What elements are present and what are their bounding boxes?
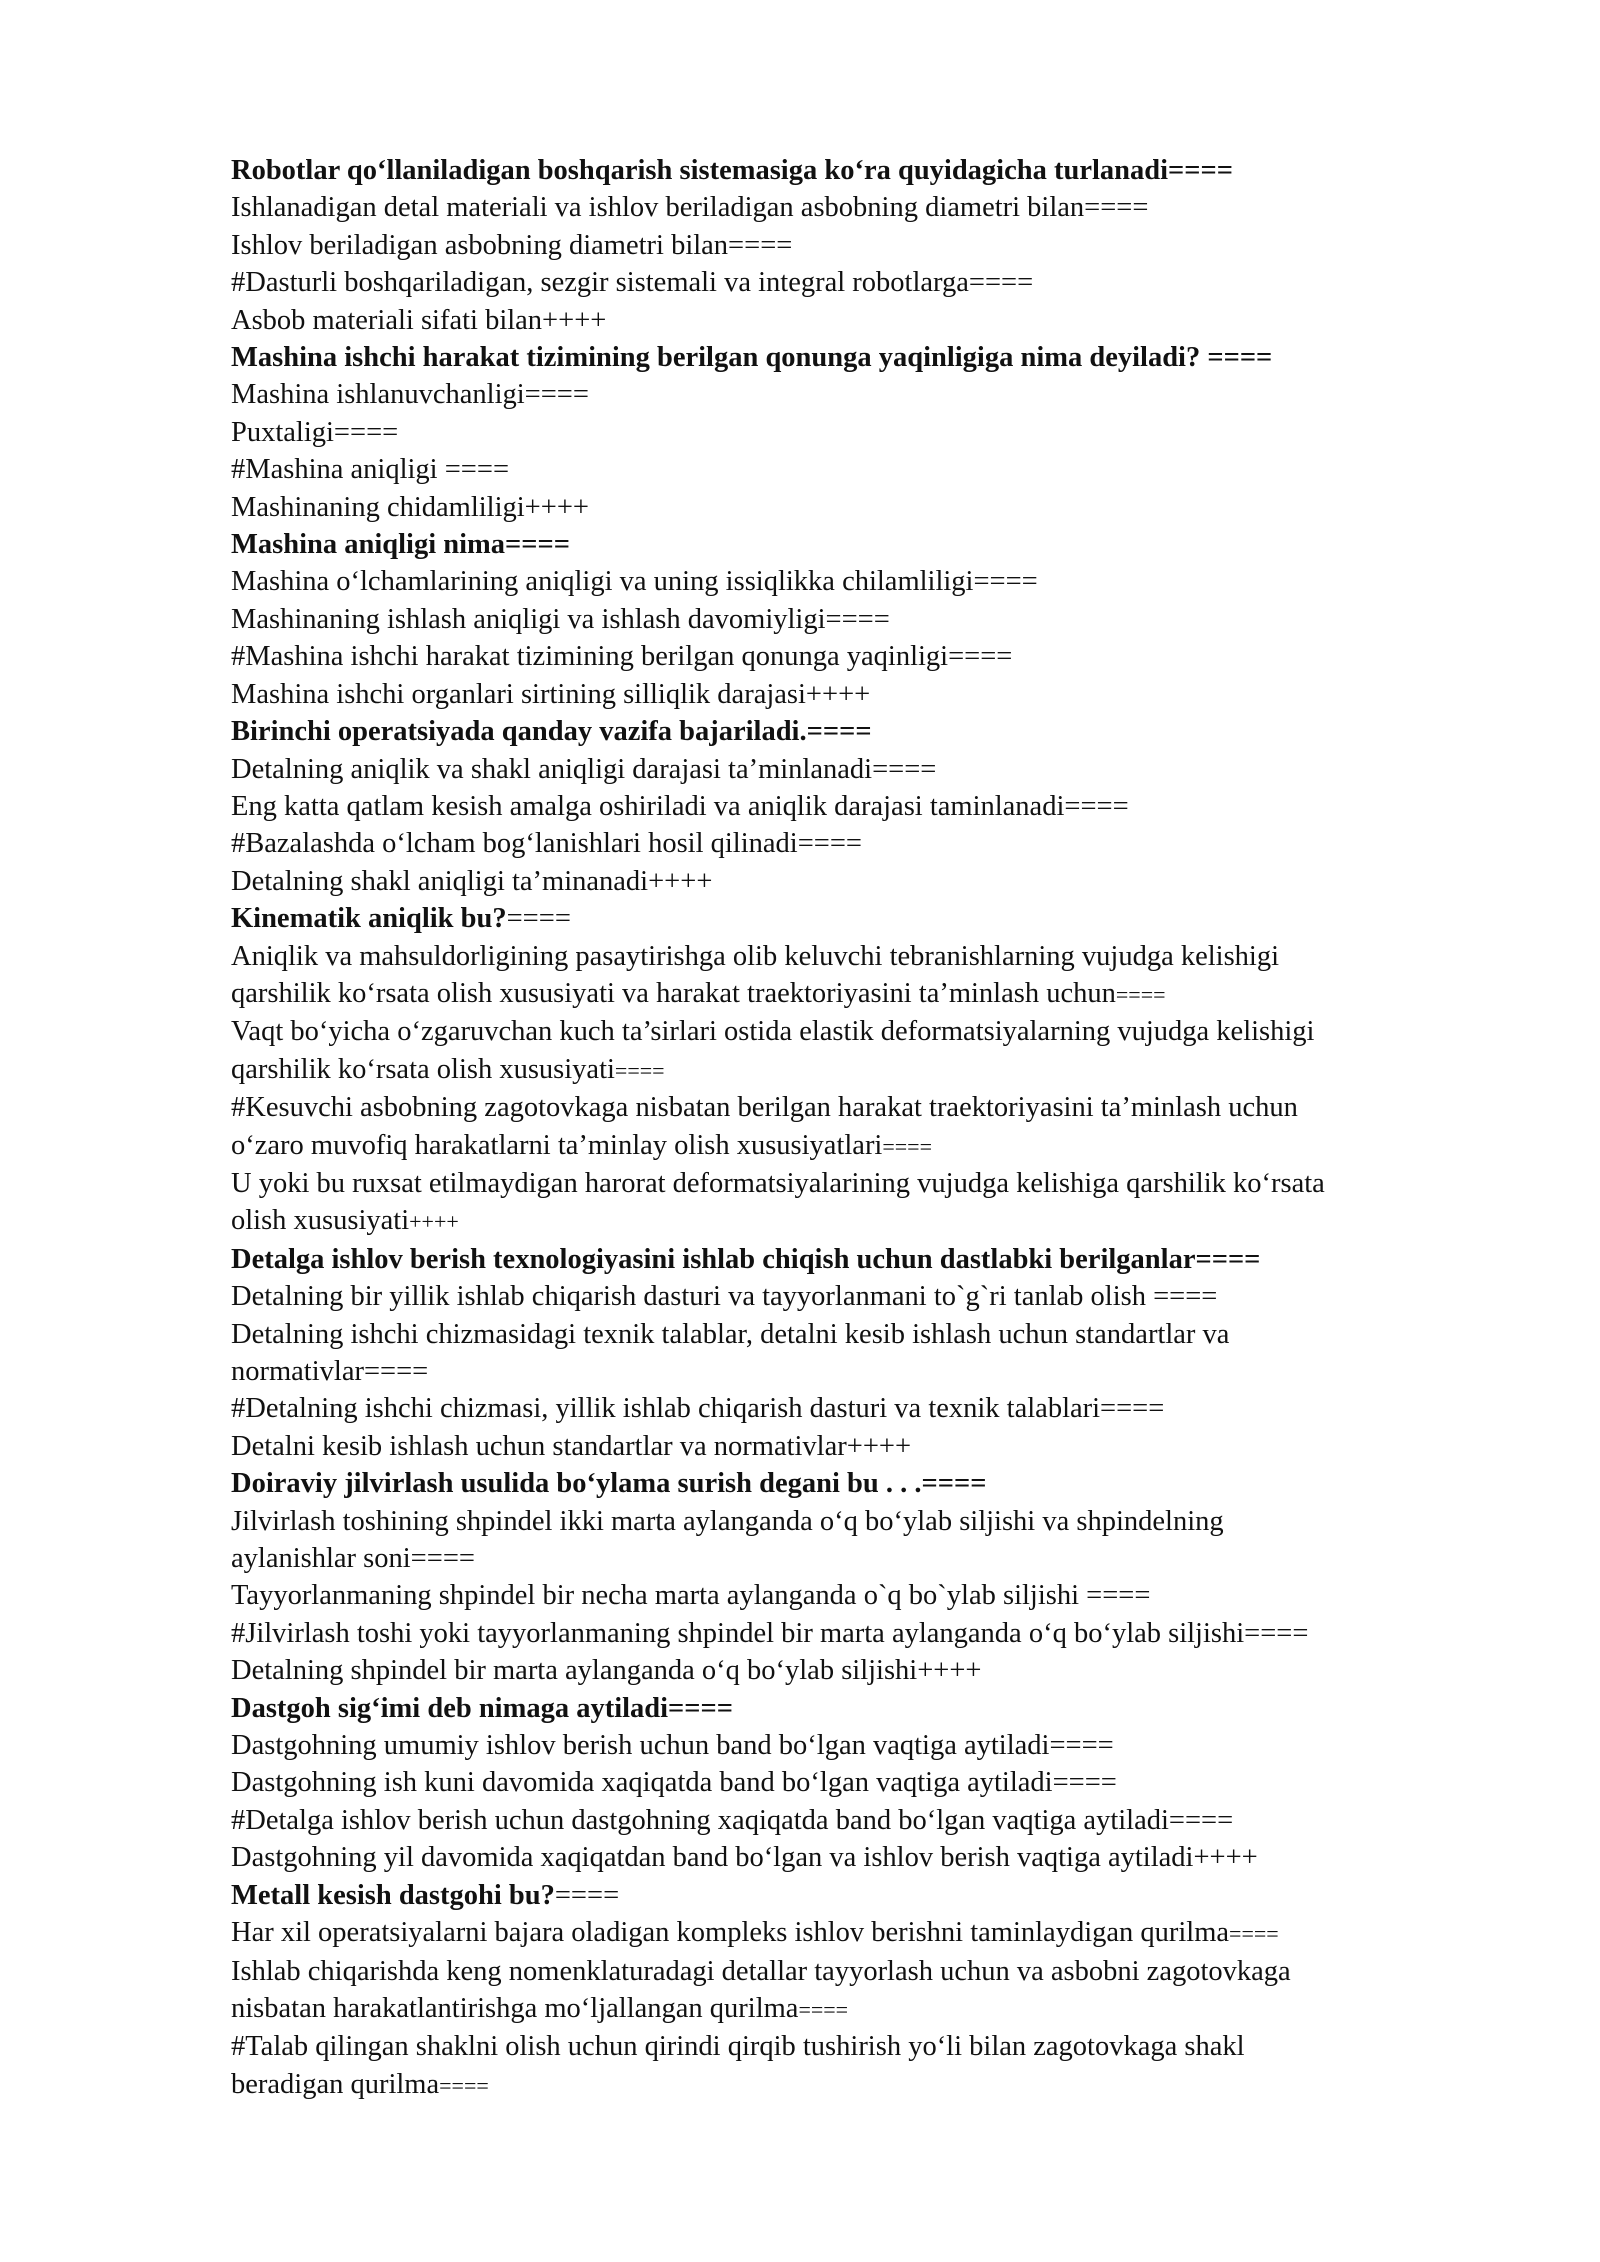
question-heading: Detalga ishlov berish texnologiyasini ishlab chiqish uchun dastlabki berilganlar==== xyxy=(231,1243,1261,1275)
answer-marker: ==== xyxy=(1115,981,1166,1007)
answer-option-line xyxy=(231,2066,1491,2104)
answer-option: Eng katta qatlam kesish amalga oshiriladi va aniqlik darajasi taminlanadi==== xyxy=(231,790,1129,822)
answer-option-correct: #Talab qilingan shaklni olish uchun qirindi qirqib tushirish yo‘li bilan zagotovkaga shakl xyxy=(231,2031,1245,2063)
answer-marker: ++++ xyxy=(409,1209,459,1235)
answer-option-line xyxy=(231,1990,1491,2028)
answer-option: Dastgohning yil davomida xaqiqatdan band bo‘lgan va ishlov berish vaqtiga aytiladi++++ xyxy=(231,1842,1258,1874)
answer-marker: ==== xyxy=(1229,1921,1279,1947)
answer-option-line xyxy=(231,1953,1491,1990)
answer-option-correct: #Detalga ishlov berish uchun dastgohning xaqiqatda band bo‘lgan vaqtiga aytiladi==== xyxy=(231,1804,1234,1836)
answer-option: Tayyorlanmaning shpindel bir necha marta aylanganda o`q bo`ylab siljishi ==== xyxy=(231,1580,1151,1612)
answer-option-continuation: o‘zaro muvofiq harakatlarni ta’minlay olish xususiyatlari xyxy=(231,1129,883,1161)
document-body xyxy=(231,152,1491,2104)
answer-option-correct: #Mashina aniqligi ==== xyxy=(231,454,510,486)
answer-marker: ==== xyxy=(882,1133,932,1159)
answer-option-continuation: beradigan qurilma xyxy=(231,2068,440,2100)
answer-option-correct: #Jilvirlash toshi yoki tayyorlanmaning shpindel bir marta aylanganda o‘q bo‘ylab siljishi==== xyxy=(231,1617,1309,1649)
question-heading-line xyxy=(231,900,1491,937)
answer-option-correct: #Kesuvchi asbobning zagotovkaga nisbatan berilgan harakat traektoriyasini ta’minlash uchun xyxy=(231,1092,1298,1124)
question-heading-line xyxy=(231,1877,1491,1914)
answer-option-line xyxy=(231,975,1491,1013)
answer-option: Mashinaning chidamliligi++++ xyxy=(231,491,589,523)
question-heading: Dastgoh sig‘imi deb nimaga aytiladi==== xyxy=(231,1692,734,1724)
question-heading: Doiraviy jilvirlash usulida bo‘ylama surish degani bu . . .==== xyxy=(231,1468,987,1500)
answer-option-line xyxy=(231,1914,1491,1952)
answer-option-continuation: nisbatan harakatlantirishga mo‘ljallangan qurilma xyxy=(231,1992,799,2024)
answer-option: Dastgohning ish kuni davomida xaqiqatda band bo‘lgan vaqtiga aytiladi==== xyxy=(231,1767,1117,1799)
question-heading: Metall kesish dastgohi bu? xyxy=(231,1879,555,1911)
answer-option: U yoki bu ruxsat etilmaydigan harorat deformatsiyalarining vujudga kelishiga qarshilik ko‘rsata xyxy=(231,1167,1325,1199)
answer-option-line xyxy=(231,2028,1491,2065)
answer-option: Mashina ishlanuvchanligi==== xyxy=(231,379,589,411)
answer-option: Detalning aniqlik va shakl aniqligi darajasi ta’minlanadi==== xyxy=(231,753,937,785)
answer-option: Jilvirlash toshining shpindel ikki marta aylanganda o‘q bo‘ylab siljishi va shpindelning xyxy=(231,1505,1224,1537)
answer-option: Mashina o‘lchamlarining aniqligi va uning issiqlikka chilamliligi==== xyxy=(231,566,1038,598)
answer-option: Puxtaligi==== xyxy=(231,416,399,448)
answer-option-line xyxy=(231,938,1491,975)
answer-option: Har xil operatsiyalarni bajara oladigan kompleks ishlov berishni taminlaydigan qurilma xyxy=(231,1917,1230,1949)
question-heading: Mashina aniqligi nima==== xyxy=(231,529,570,561)
answer-option: Detalni kesib ishlash uchun standartlar va normativlar++++ xyxy=(231,1430,912,1462)
question-marker: ==== xyxy=(506,903,571,935)
answer-option-correct: #Detalning ishchi chizmasi, yillik ishlab chiqarish dasturi va texnik talablari==== xyxy=(231,1393,1165,1425)
answer-option: Vaqt bo‘yicha o‘zgaruvchan kuch ta’sirlari ostida elastik deformatsiyalarning vujudga kelishigi xyxy=(231,1016,1315,1048)
answer-option-line xyxy=(231,1202,1491,1240)
answer-option: Mashinaning ishlash aniqligi va ishlash davomiyligi==== xyxy=(231,603,890,635)
answer-option: Detalning ishchi chizmasidagi texnik talablar, detalni kesib ishlash uchun standartlar va xyxy=(231,1318,1230,1350)
answer-option: Mashina ishchi organlari sirtining silliqlik darajasi++++ xyxy=(231,678,871,710)
question-heading: Kinematik aniqlik bu? xyxy=(231,903,507,935)
answer-marker: ==== xyxy=(798,1996,849,2022)
answer-marker: ==== xyxy=(614,1057,665,1083)
answer-option-correct: #Bazalashda o‘lcham bog‘lanishlari hosil qilinadi==== xyxy=(231,828,862,860)
answer-option-continuation: qarshilik ko‘rsata olish xususiyati va harakat traektoriyasini ta’minlash uchun xyxy=(231,977,1116,1009)
question-heading: Birinchi operatsiyada qanday vazifa bajariladi.==== xyxy=(231,716,872,748)
question-heading: Robotlar qo‘llaniladigan boshqarish sistemasiga ko‘ra quyidagicha turlanadi==== xyxy=(231,155,1233,186)
answer-option-line xyxy=(231,1051,1491,1089)
answer-marker: ==== xyxy=(439,2072,489,2098)
answer-option: Ishlanadigan detal materiali va ishlov beriladigan asbobning diametri bilan==== xyxy=(231,192,1149,224)
answer-option: Ishlov beriladigan asbobning diametri bilan==== xyxy=(231,229,793,261)
answer-option-continuation: aylanishlar soni==== xyxy=(231,1543,475,1575)
answer-option: Aniqlik va mahsuldorligining pasaytirishga olib keluvchi tebranishlarning vujudga kelishigi xyxy=(231,940,1280,972)
answer-option-line xyxy=(231,1089,1491,1126)
answer-option: Detalning shpindel bir marta aylanganda o‘q bo‘ylab siljishi++++ xyxy=(231,1655,982,1687)
question-marker: ==== xyxy=(554,1879,620,1911)
answer-option: Dastgohning umumiy ishlov berish uchun band bo‘lgan vaqtiga aytiladi==== xyxy=(231,1730,1114,1762)
answer-option-line xyxy=(231,1013,1491,1050)
answer-option-line xyxy=(231,1165,1491,1202)
answer-option-continuation: qarshilik ko‘rsata olish xususiyati xyxy=(231,1053,615,1085)
answer-option: Ishlab chiqarishda keng nomenklaturadagi detallar tayyorlash uchun va asbobni zagotovkaga xyxy=(231,1955,1291,1987)
answer-option: Asbob materiali sifati bilan++++ xyxy=(231,304,607,336)
answer-option: Detalning shakl aniqligi ta’minanadi++++ xyxy=(231,865,713,897)
answer-option-continuation: normativlar==== xyxy=(231,1356,429,1387)
question-heading: Mashina ishchi harakat tizimining berilgan qonunga yaqinligiga nima deyiladi? ==== xyxy=(231,342,1273,374)
answer-option-correct: #Mashina ishchi harakat tizimining berilgan qonunga yaqinligi==== xyxy=(231,641,1013,673)
answer-option-line xyxy=(231,1127,1491,1165)
answer-option-correct: #Dasturli boshqariladigan, sezgir sistemali va integral robotlarga==== xyxy=(231,267,1034,299)
answer-option: Detalning bir yillik ishlab chiqarish dasturi va tayyorlanmani to`g`ri tanlab olish ==== xyxy=(231,1281,1218,1313)
answer-option-continuation: olish xususiyati xyxy=(231,1205,410,1237)
